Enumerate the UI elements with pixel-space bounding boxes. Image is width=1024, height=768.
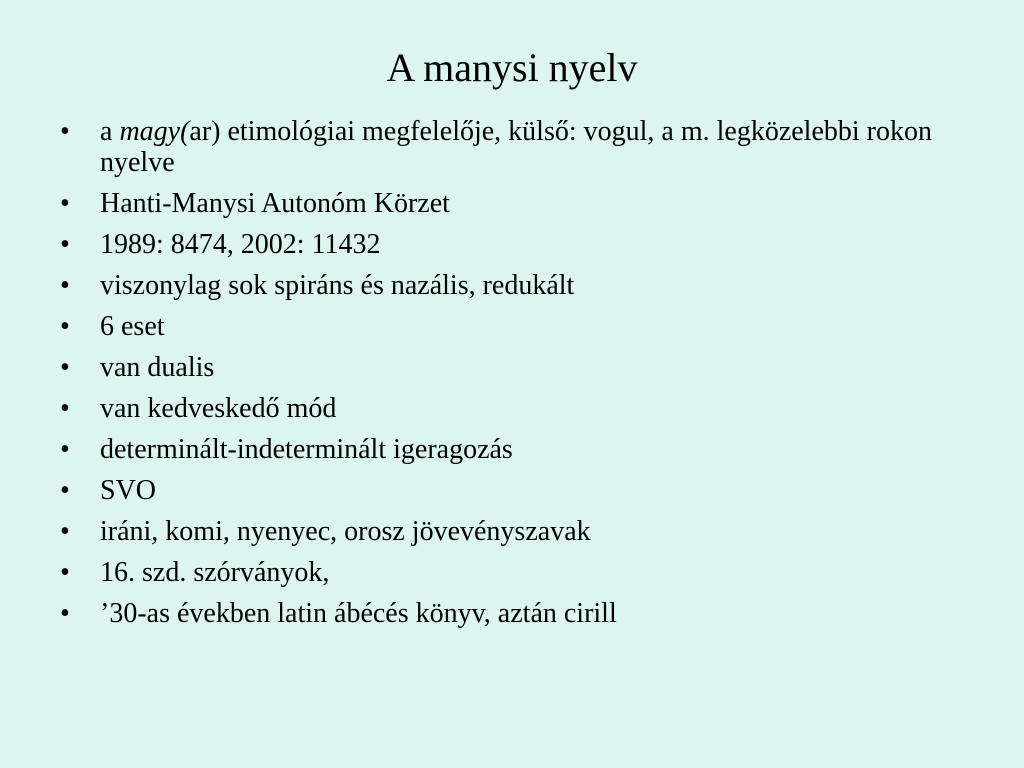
bullet-item: [0, 516, 1024, 547]
bullet-text: van kedveskedő mód: [100, 393, 337, 424]
bullet-text-italic: magy(: [119, 116, 190, 147]
bullet-text: ’30-as években latin ábécés könyv, aztán cirill: [100, 598, 617, 629]
bullet-item: [0, 116, 1024, 178]
bullet-text-suffix: ar) etimológiai megfelelője, külső: vogul, a m. legközelebbi rokon nyelve: [100, 116, 932, 178]
bullet-item: [0, 557, 1024, 588]
slide-title: A manysi nyelv: [386, 45, 638, 90]
bullet-icon: •: [60, 393, 70, 424]
bullet-item: [0, 352, 1024, 383]
bullet-icon: •: [60, 270, 70, 301]
bullet-icon: •: [60, 229, 70, 260]
bullet-item: [0, 393, 1024, 424]
bullet-icon: •: [60, 434, 70, 465]
bullet-list: [0, 116, 1024, 639]
bullet-item: [0, 188, 1024, 219]
bullet-text: iráni, komi, nyenyec, orosz jövevényszavak: [100, 516, 591, 547]
bullet-text: SVO: [100, 475, 157, 506]
bullet-icon: •: [60, 311, 70, 342]
bullet-icon: •: [60, 598, 70, 629]
bullet-text: van dualis: [100, 352, 215, 383]
bullet-text: 1989: 8474, 2002: 11432: [100, 229, 381, 260]
bullet-icon: •: [60, 557, 70, 588]
bullet-text: Hanti-Manysi Autonóm Körzet: [100, 188, 450, 219]
bullet-text: 16. szd. szórványok,: [100, 557, 330, 588]
bullet-item: [0, 311, 1024, 342]
bullet-item: [0, 270, 1024, 301]
bullet-text: viszonylag sok spiráns és nazális, redukált: [100, 270, 575, 301]
bullet-icon: •: [60, 516, 70, 547]
bullet-icon: •: [60, 475, 70, 506]
bullet-icon: •: [60, 116, 70, 147]
bullet-item: [0, 434, 1024, 465]
bullet-item: [0, 475, 1024, 506]
bullet-text-prefix: a: [100, 116, 120, 147]
bullet-icon: •: [60, 188, 70, 219]
bullet-icon: •: [60, 352, 70, 383]
bullet-item: [0, 229, 1024, 260]
bullet-text: determinált-indeterminált igeragozás: [100, 434, 513, 465]
bullet-item: [0, 598, 1024, 629]
bullet-text: 6 eset: [100, 311, 165, 342]
